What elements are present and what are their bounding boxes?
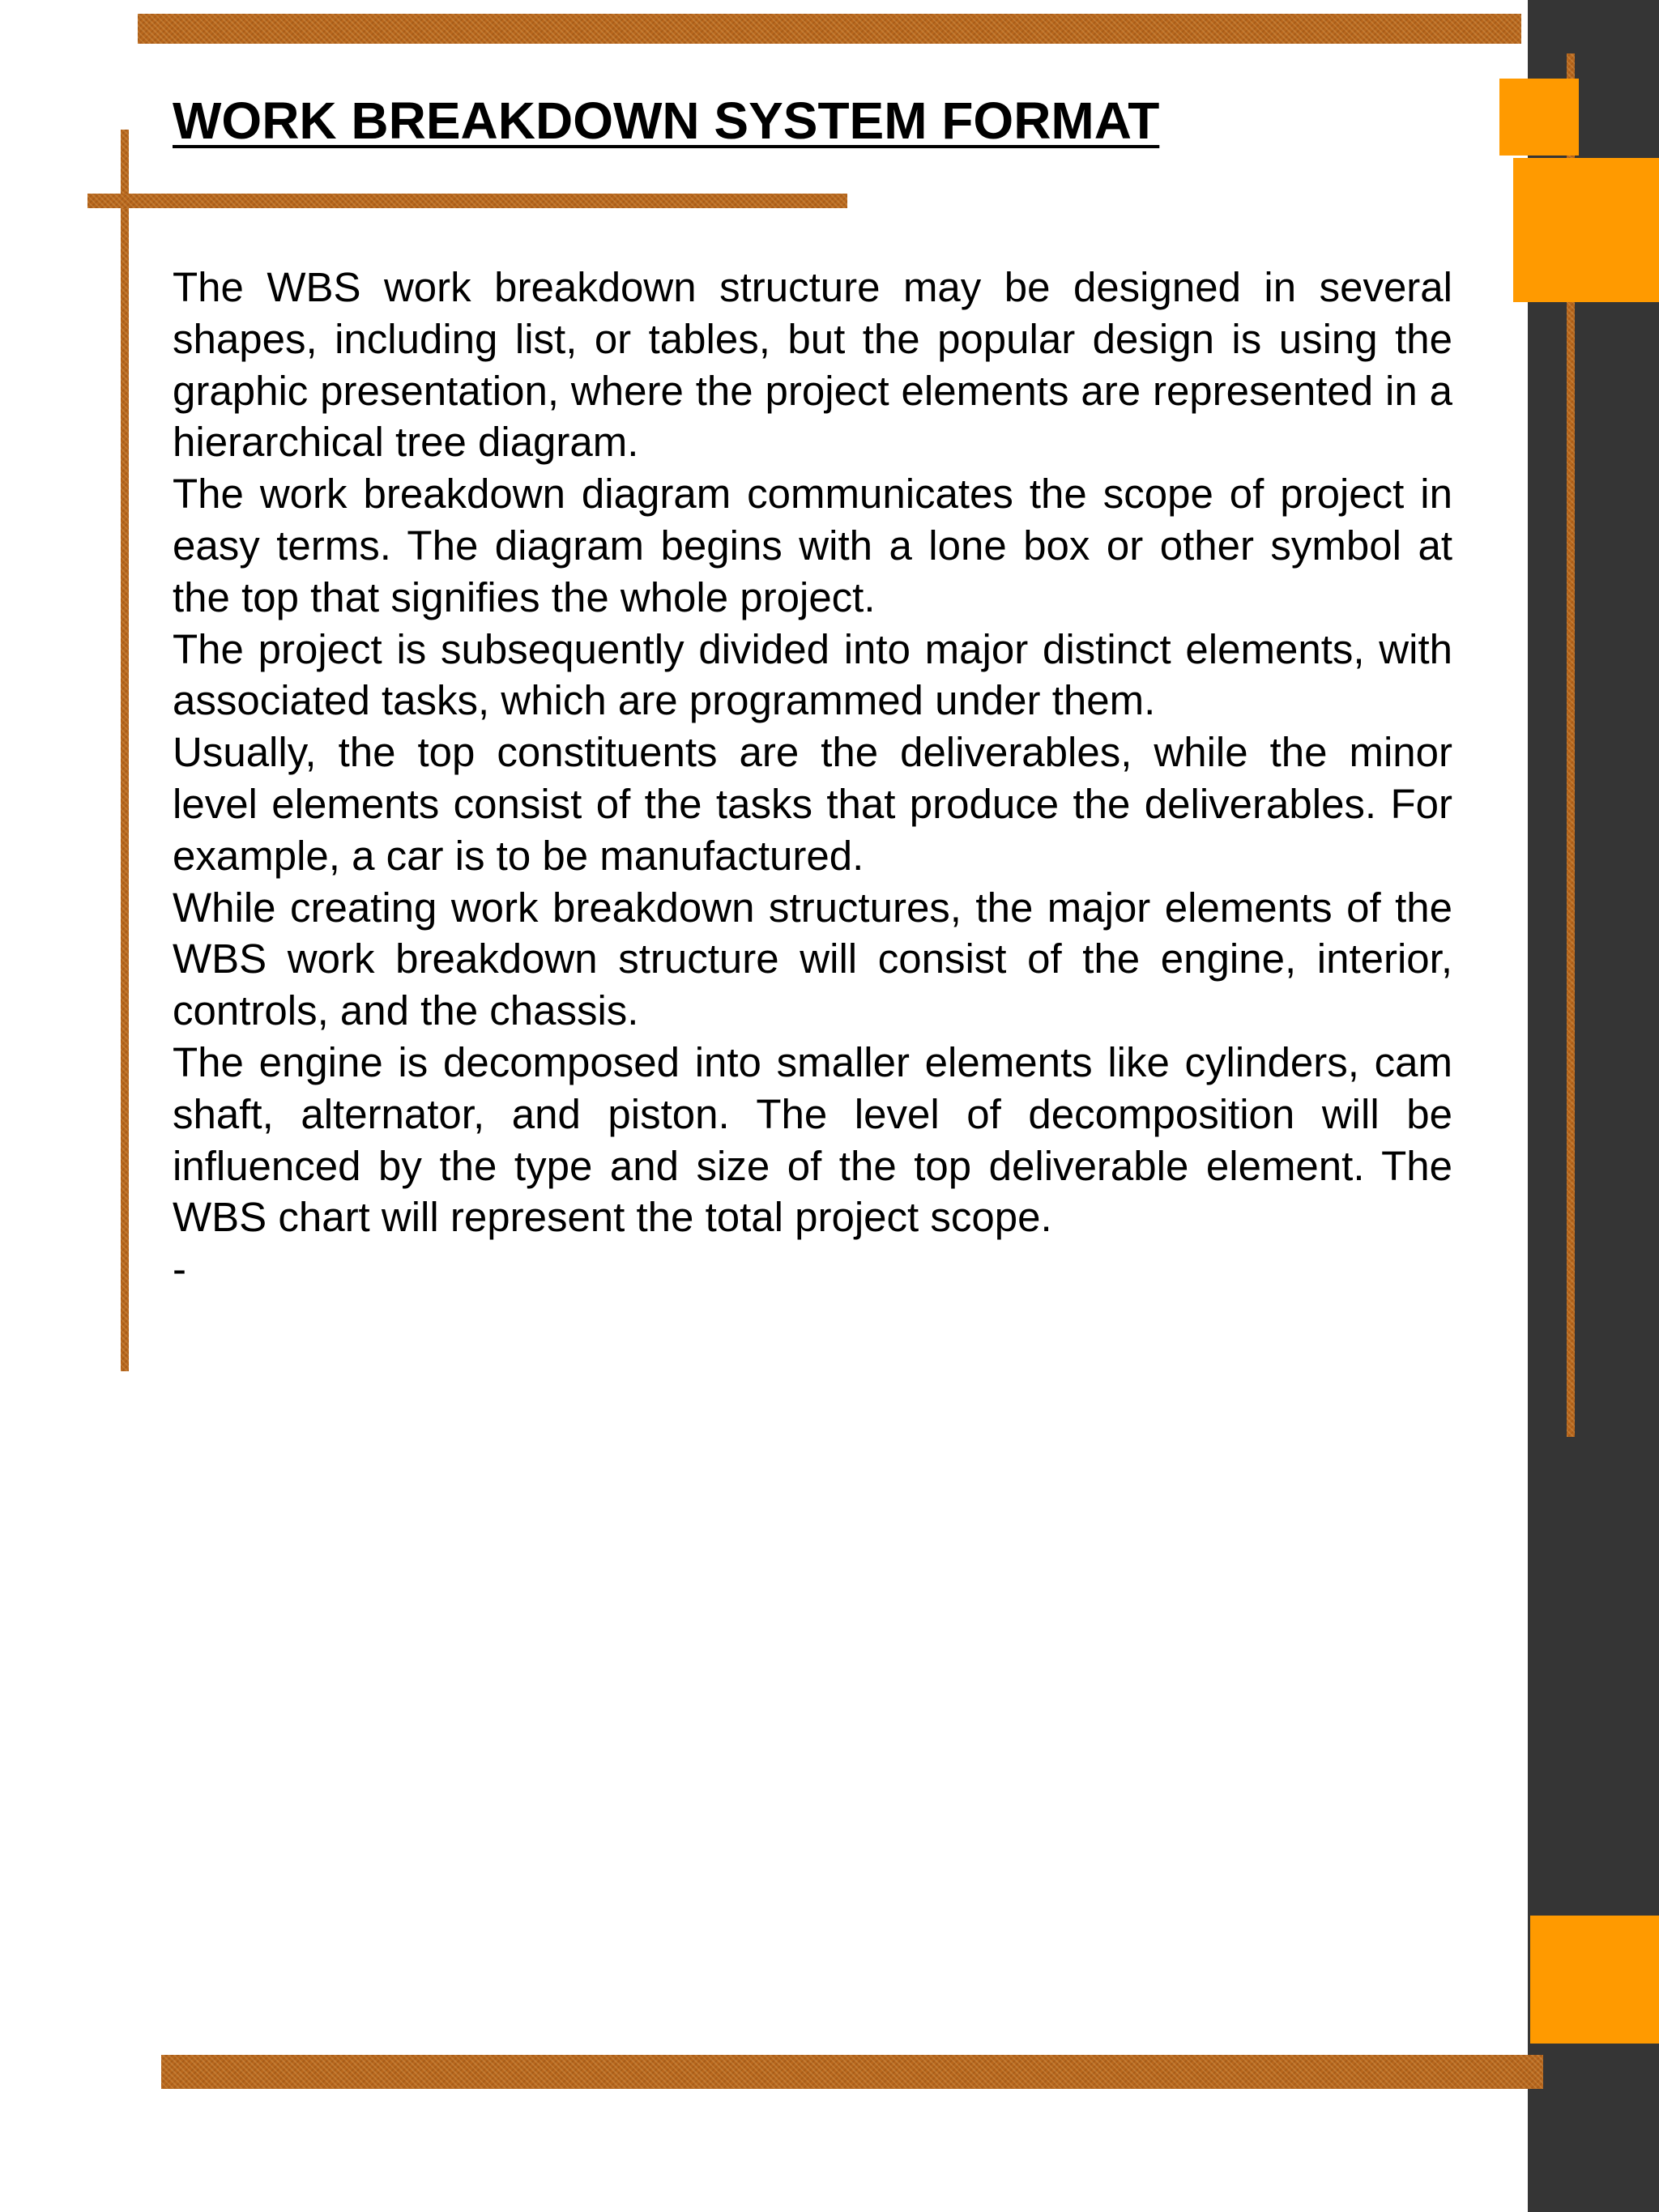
body-text [173,262,1452,1295]
paragraph: The project is subsequently divided into major distinct elements, with associated tasks, which are programmed under them. [173,625,1452,724]
page-title: WORK BREAKDOWN SYSTEM FORMAT [173,92,1160,150]
right-side-panel [1528,0,1659,2212]
top-decorative-bar [138,14,1521,44]
left-vertical-rule [121,130,129,1371]
orange-block-top-large [1513,158,1659,302]
paragraph: The engine is decomposed into smaller elements like cylinders, cam shaft, alternator, and piston. The level of decomposition will be influenced by the type and size of the top deliverable element. The WBS chart will represent the total project scope. [173,1038,1452,1241]
paragraph-dash: - [173,1246,186,1293]
paragraph: While creating work breakdown structures, the major elements of the WBS work breakdown structure will consist of the engine, interior, controls, and the chassis. [173,884,1452,1034]
orange-block-top-small [1499,79,1579,156]
paragraph: Usually, the top constituents are the deliverables, while the minor level elements consist of the tasks that produce the deliverables. For example, a car is to be manufactured. [173,729,1452,879]
paragraph: The WBS work breakdown structure may be designed in several shapes, including list, or tables, but the popular design is using the graphic presentation, where the project elements are represented in a hierarchical tree diagram. [173,264,1452,466]
bottom-decorative-bar [161,2055,1543,2089]
title-horizontal-rule [87,194,847,208]
paragraph: The work breakdown diagram communicates the scope of project in easy terms. The diagram begins with a lone box or other symbol at the top that signifies the whole project. [173,471,1452,620]
orange-block-bottom [1530,1916,1659,2044]
